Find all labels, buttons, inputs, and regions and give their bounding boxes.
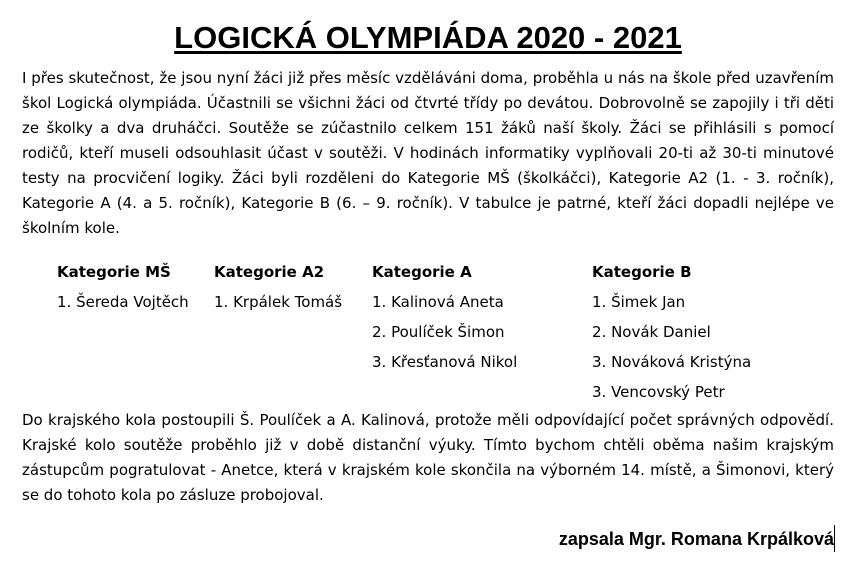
category-a-column [372, 261, 602, 377]
category-b-item: 3. Vencovský Petr [592, 383, 725, 401]
page-title: LOGICKÁ OLYMPIÁDA 2020 - 2021 [174, 20, 682, 55]
category-b-item: 2. Novák Daniel [592, 323, 711, 341]
signature: zapsala Mgr. Romana Krpálková [558, 529, 834, 549]
category-b-header: Kategorie B [592, 263, 692, 281]
category-a-item: 2. Poulíček Šimon [372, 323, 505, 341]
category-a2-header: Kategorie A2 [214, 263, 325, 281]
intro-paragraph: I přes skutečnost, že jsou nyní žáci již přes měsíc vzděláváni doma, proběhla u nás na škole před uzavřením škol Logická olympiáda. Účastnili se všichni žáci od čtvrté třídy po devátou. Dobrovolně se zapojily i tři děti ze školky a dva druháčci. Soutěže se zúčastnilo celkem 151 žáků naší školy. Žáci se přihlásili s pomocí rodičů, kteří museli odsouhlasit účast v soutěži. V hodinách informatiky vyplňovali 20-ti až 30-ti minutové testy na procvičení logiky. Žáci byli rozděleni do Kategorie MŠ (školkáčci), Kategorie A2 (1. - 3. ročník), Kategorie A (4. a 5. ročník), Kategorie B (6. – 9. ročník). V tabulce je patrné, kteří žáci dopadli nejlépe ve školním kole. [22, 69, 834, 237]
category-ms-header: Kategorie MŠ [57, 263, 171, 281]
category-ms-item: 1. Šereda Vojtěch [57, 293, 189, 311]
outro-paragraph: Do krajského kola postoupili Š. Poulíček a A. Kalinová, protože měli odpovídající počet správných odpovědí. Krajské kolo soutěže proběhlo již v době distanční výuky. Tímto bychom chtěli oběma našim krajským zástupcům pogratulovat - Anetce, která v krajském kole skončila na výborném 14. místě, a Šimonovi, který se do tohoto kola po zásluze probojoval. [22, 411, 834, 504]
category-b-item: 1. Šimek Jan [592, 293, 686, 311]
category-b-item: 3. Nováková Kristýna [592, 353, 752, 371]
category-a-item: 1. Kalinová Aneta [372, 293, 504, 311]
category-b-column [592, 261, 822, 407]
category-a-item: 3. Křesťanová Nikol [372, 353, 518, 371]
category-a2-item: 1. Krpálek Tomáš [214, 293, 343, 311]
category-a-header: Kategorie A [372, 263, 472, 281]
text-cursor [834, 525, 835, 552]
